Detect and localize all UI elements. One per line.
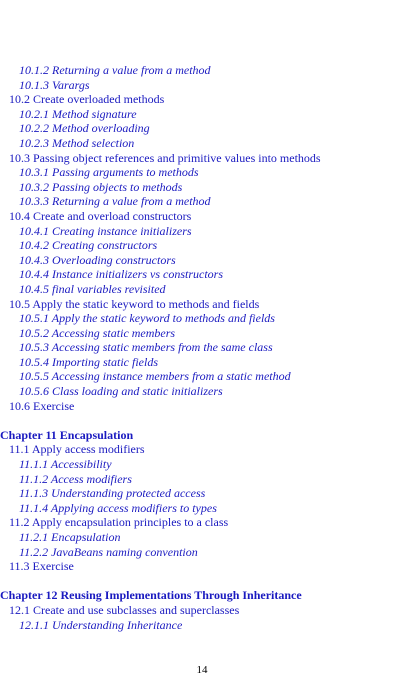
toc-section-link[interactable]: 10.6 Exercise	[9, 398, 75, 413]
toc-subsection-link[interactable]: 10.4.3 Overloading constructors	[19, 252, 176, 267]
toc-subsection-link[interactable]: 10.2.3 Method selection	[19, 135, 135, 150]
toc-subsection-link[interactable]: 10.5.2 Accessing static members	[19, 325, 176, 340]
toc-subsection-link[interactable]: 10.5.5 Accessing instance members from a static method	[19, 369, 291, 384]
page-number: 14	[196, 664, 208, 676]
toc-subsection-link[interactable]: 10.2.1 Method signature	[19, 106, 137, 121]
toc-section-link[interactable]: 10.2 Create overloaded methods	[9, 92, 165, 107]
toc-subsection-link[interactable]: 11.1.2 Access modifiers	[19, 471, 132, 486]
toc-subsection-link[interactable]: 11.2.1 Encapsulation	[19, 530, 121, 544]
toc-section-link[interactable]: 10.3 Passing object references and primitive values into methods	[9, 150, 321, 165]
toc-subsection-link[interactable]: 10.4.1 Creating instance initializers	[19, 223, 192, 238]
toc-subsection-link[interactable]: 10.1.2 Returning a value from a method	[19, 63, 211, 77]
toc-subsection-link[interactable]: 11.2.2 JavaBeans naming convention	[19, 544, 198, 559]
toc-subsection-link[interactable]: 10.4.4 Instance initializers vs constructors	[19, 267, 223, 282]
toc-section-link[interactable]: 11.3 Exercise	[9, 559, 74, 574]
toc-spacer	[0, 413, 408, 428]
toc-subsection-link[interactable]: 10.4.5 final variables revisited	[19, 281, 166, 296]
toc-subsection-link[interactable]: 11.1.1 Accessibility	[19, 457, 112, 472]
toc-subsection-link[interactable]: 10.5.6 Class loading and static initializers	[19, 384, 223, 399]
toc-subsection-link[interactable]: 10.4.2 Creating constructors	[19, 238, 158, 253]
table-of-contents	[0, 63, 408, 632]
toc-subsection-link[interactable]: 10.5.1 Apply the static keyword to methods and fields	[19, 311, 275, 326]
toc-subsection-link[interactable]: 10.3.3 Returning a value from a method	[19, 194, 211, 209]
toc-section-link[interactable]: 11.1 Apply access modifiers	[9, 442, 145, 457]
toc-section-link[interactable]: 10.4 Create and overload constructors	[9, 208, 192, 223]
toc-subsection-link[interactable]: 11.1.4 Applying access modifiers to types	[19, 500, 217, 515]
toc-subsection-link[interactable]: 10.1.3 Varargs	[19, 77, 90, 92]
toc-subsection-link[interactable]: 10.5.3 Accessing static members from the same class	[19, 340, 273, 355]
toc-section-link[interactable]: 10.5 Apply the static keyword to methods and fields	[9, 296, 260, 311]
toc-section-link[interactable]: 12.1 Create and use subclasses and superclasses	[9, 602, 240, 617]
toc-subsection-link[interactable]: 10.3.1 Passing arguments to methods	[19, 165, 199, 180]
toc-subsection-link[interactable]: 11.1.3 Understanding protected access	[19, 486, 206, 501]
toc-spacer	[0, 574, 408, 589]
toc-chapter-heading[interactable]: Chapter 11 Encapsulation	[0, 427, 134, 442]
toc-section-link[interactable]: 11.2 Apply encapsulation principles to a class	[9, 515, 229, 530]
toc-subsection-link[interactable]: 12.1.1 Understanding Inheritance	[19, 617, 183, 632]
toc-chapter-heading[interactable]: Chapter 12 Reusing Implementations Through Inheritance	[0, 588, 302, 603]
toc-subsection-link[interactable]: 10.5.4 Importing static fields	[19, 354, 158, 369]
toc-subsection-link[interactable]: 10.2.2 Method overloading	[19, 121, 150, 136]
toc-subsection-link[interactable]: 10.3.2 Passing objects to methods	[19, 179, 183, 194]
